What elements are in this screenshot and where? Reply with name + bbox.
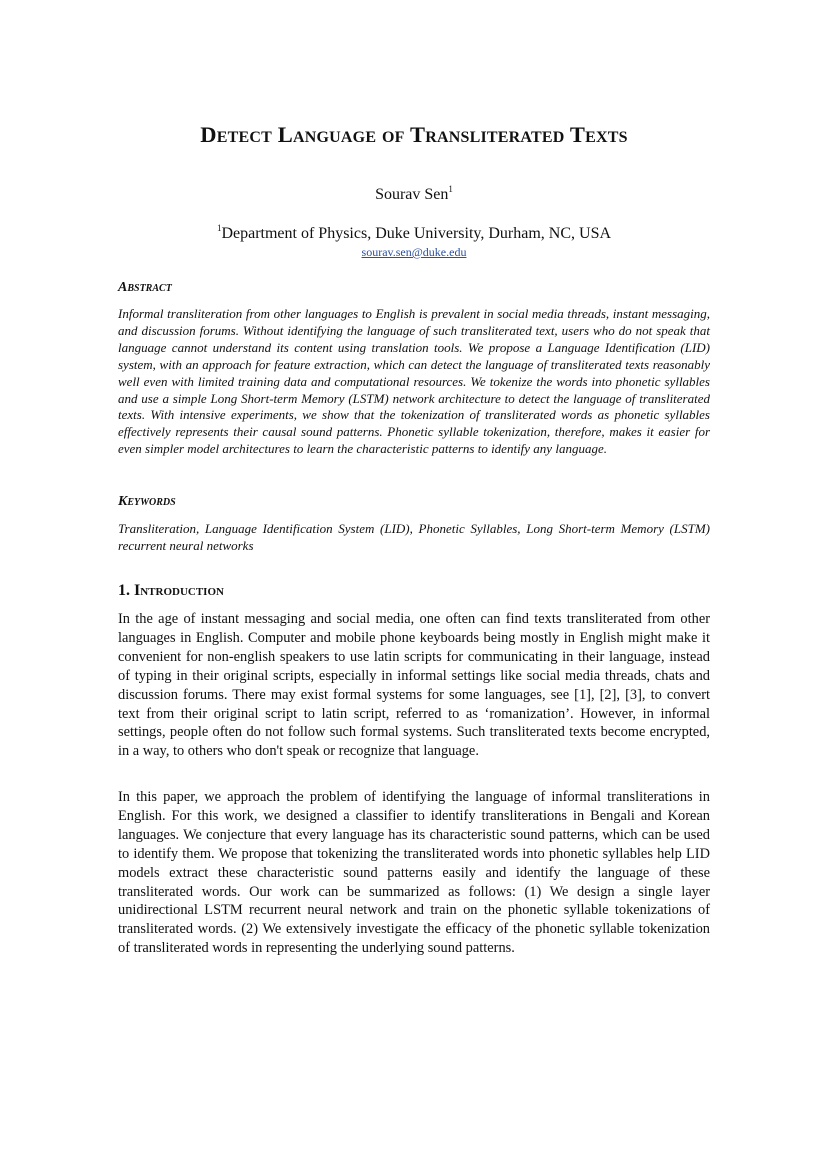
- abstract-heading: Abstract: [118, 280, 172, 295]
- author-line: [118, 183, 710, 204]
- intro-paragraph-2: In this paper, we approach the problem of identifying the language of informal transliterations in English. For this work, we designed a classifier to identify transliterations in Bengali and Korean languages. We conjecture that every language has its characteristic sound patterns, which can be used to identify them. We propose that tokenizing the transliterated words into phonetic syllables help LID models extract these characteristic sound patterns easily and identify the language of these transliterated words. Our work can be summarized as follows: (1) We design a single layer unidirectional LSTM recurrent neural network and train on the phonetic syllable tokenizations of transliterated words. (2) We extensively investigate the efficacy of the phonetic syllable tokenization of transliterated words in representing the underlying sound patterns.: [118, 789, 710, 957]
- paper-title: Detect Language of Transliterated Texts: [200, 122, 628, 147]
- affiliation-text: Department of Physics, Duke University, Durham, NC, USA: [221, 225, 612, 242]
- keywords-body: Transliteration, Language Identification System (LID), Phonetic Syllables, Long Short-term Memory (LSTM) recurrent neural networks: [118, 521, 710, 553]
- abstract-body: Informal transliteration from other languages to English is prevalent in social media threads, instant messaging, and discussion forums. Without identifying the language of such transliterated text, users who do not speak that language cannot understand its content using translation tools. We propose a Language Identification (LID) system, with an approach for feature extraction, which can detect the language of transliterated texts reasonably well even with limited training data and computational resources. We tokenize the words into phonetic syllables and use a simple Long Short-term Memory (LSTM) network architecture to detect the language of transliterated texts. With intensive experiments, we show that the tokenization of transliterated words as phonetic syllables effectively represents their causal sound patterns. Phonetic syllable tokenization, therefore, makes it easier for even simpler model architectures to learn the characteristic patterns to identify any language.: [118, 306, 710, 457]
- author-name: Sourav Sen: [375, 186, 449, 203]
- affiliation-line: [118, 222, 710, 243]
- intro-paragraph-1: In the age of instant messaging and social media, one often can find texts transliterated from other languages in English. Computer and mobile phone keyboards being mostly in English might make it convenient for non-english speakers to use latin scripts for communicating in their language, instead of typing in their original scripts, especially in informal settings like social media threads, chats and discussion forums. There may exist formal systems for some languages, see [1], [2], [3], to convert text from their original script to latin script, referred to as ‘romanization’. However, in informal settings, people often do not follow such formal systems. Such transliterated texts become encrypted, in a way, to others who don't speak or recognize that language.: [118, 611, 710, 760]
- author-affiliation-marker: 1: [448, 183, 453, 194]
- author-email-link[interactable]: sourav.sen@duke.edu: [361, 245, 467, 259]
- introduction-heading: 1. Introduction: [118, 582, 224, 599]
- keywords-heading: Keywords: [118, 494, 176, 509]
- affiliation-marker: 1: [216, 222, 222, 233]
